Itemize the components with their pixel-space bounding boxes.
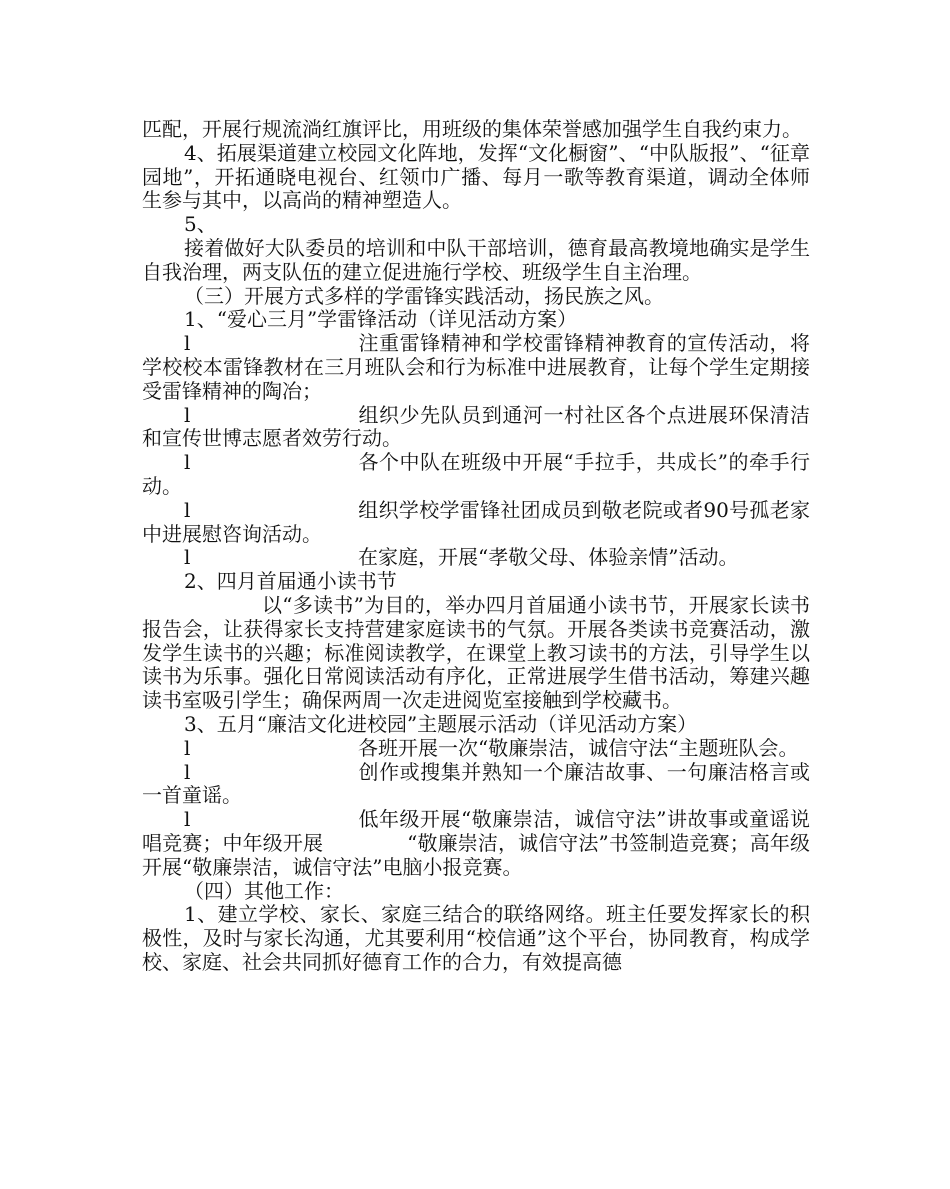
paragraph-reading-festival: 以“多读书”为目的，举办四月首届通小读书节，开展家长读书报告会，让获得家长支持营建家庭读书的气氛。开展各类读书竞赛活动，激发学生读书的兴趣；标准阅读教学，在课堂上教习读书的方法，引导学生以读书为乐事。强化日常阅读活动有序化，正常进展学生借书活动，筹建兴趣读书室吸引学生；确保两周一次走进阅览室接触到学校藏书。	[142, 592, 810, 713]
bullet-item	[142, 761, 810, 809]
paragraph-1: 匹配，开展行规流淌红旗评比，用班级的集体荣誉感加强学生自我约束力。	[142, 117, 802, 141]
subheading-march: 1、“爱心三月”学雷锋活动（详见活动方案）	[184, 307, 578, 332]
paragraph-cadre-training: 接着做好大队委员的培训和中队干部培训，德育最高教境地确实是学生自我治理，两支队伍的建立促进施行学校、班级学生自主治理。	[142, 235, 810, 284]
subheading-may: 3、五月“廉洁文化进校园”主题展示活动（详见活动方案）	[184, 711, 698, 736]
bullet-text-continued: “敬廉崇洁，诚信守法”书签制造竞赛；高年级开展“敬廉崇洁，诚信守法”电脑小报竞赛。	[142, 830, 811, 879]
bullet-text: 组织少先队员到通河一村社区各个点进展环保清洁和宣传世博志愿者效劳行动。	[142, 402, 810, 451]
bullet-mark: l	[184, 807, 191, 832]
bullet-item	[142, 332, 810, 403]
bullet-mark: l	[184, 545, 191, 570]
bullet-text: 在家庭，开展“孝敬父母、体验亲情”活动。	[358, 545, 739, 570]
bullet-item	[142, 737, 810, 761]
bullet-item	[142, 451, 810, 499]
bullet-mark: l	[184, 402, 191, 427]
bullet-text: 低年级开展“敬廉崇洁，诚信守法”讲故事或童谣说唱竞赛；中年级开展	[142, 807, 810, 855]
bullet-text: 组织学校学雷锋社团成员到敬老院或者90号孤老家中进展慰咨询活动。	[142, 497, 810, 546]
bullet-item	[142, 404, 810, 452]
paragraph-item-5-label: 5、	[184, 212, 217, 237]
paragraph-culture-positions: 4、拓展渠道建立校园文化阵地，发挥“文化橱窗”、“中队版报”、“征章园地”，开拓通晓电视台、红领巾广播、每月一歌等教育渠道，调动全体师生参与其中，以高尚的精神塑造人。	[142, 140, 810, 213]
bullet-item	[142, 499, 810, 547]
document-page	[142, 118, 810, 975]
bullet-mark: l	[184, 759, 191, 784]
bullet-mark: l	[184, 450, 191, 475]
bullet-text: 各班开展一次“敬廉崇洁，诚信守法“主题班队会。	[358, 735, 799, 760]
section-heading-4: （四）其他工作：	[184, 878, 344, 903]
bullet-mark: l	[184, 497, 191, 522]
bullet-mark: l	[184, 735, 191, 760]
paragraph-home-school-network: 1、建立学校、家长、家庭三结合的联络网络。班主任要发挥家长的积极性，及时与家长沟通，尤其要利用“校信通”这个平台，协同教育，构成学校、家庭、社会共同抓好德育工作的合力，有效提高德	[142, 902, 810, 974]
bullet-text: 各个中队在班级中开展“手拉手，共成长”的牵手行动。	[142, 450, 810, 498]
bullet-text: 创作或搜集并熟知一个廉洁故事、一句廉洁格言或一首童谣。	[142, 759, 810, 808]
bullet-item	[142, 546, 810, 570]
bullet-mark: l	[184, 331, 191, 356]
bullet-text: 注重雷锋精神和学校雷锋精神教育的宣传活动，将学校校本雷锋教材在三月班队会和行为标准中进展教育，让每个学生定期接受雷锋精神的陶冶；	[142, 331, 810, 403]
bullet-item	[142, 808, 810, 879]
subheading-april: 2、四月首届通小读书节	[184, 569, 397, 594]
section-heading-3: （三）开展方式多样的学雷锋实践活动，扬民族之风。	[184, 283, 664, 308]
